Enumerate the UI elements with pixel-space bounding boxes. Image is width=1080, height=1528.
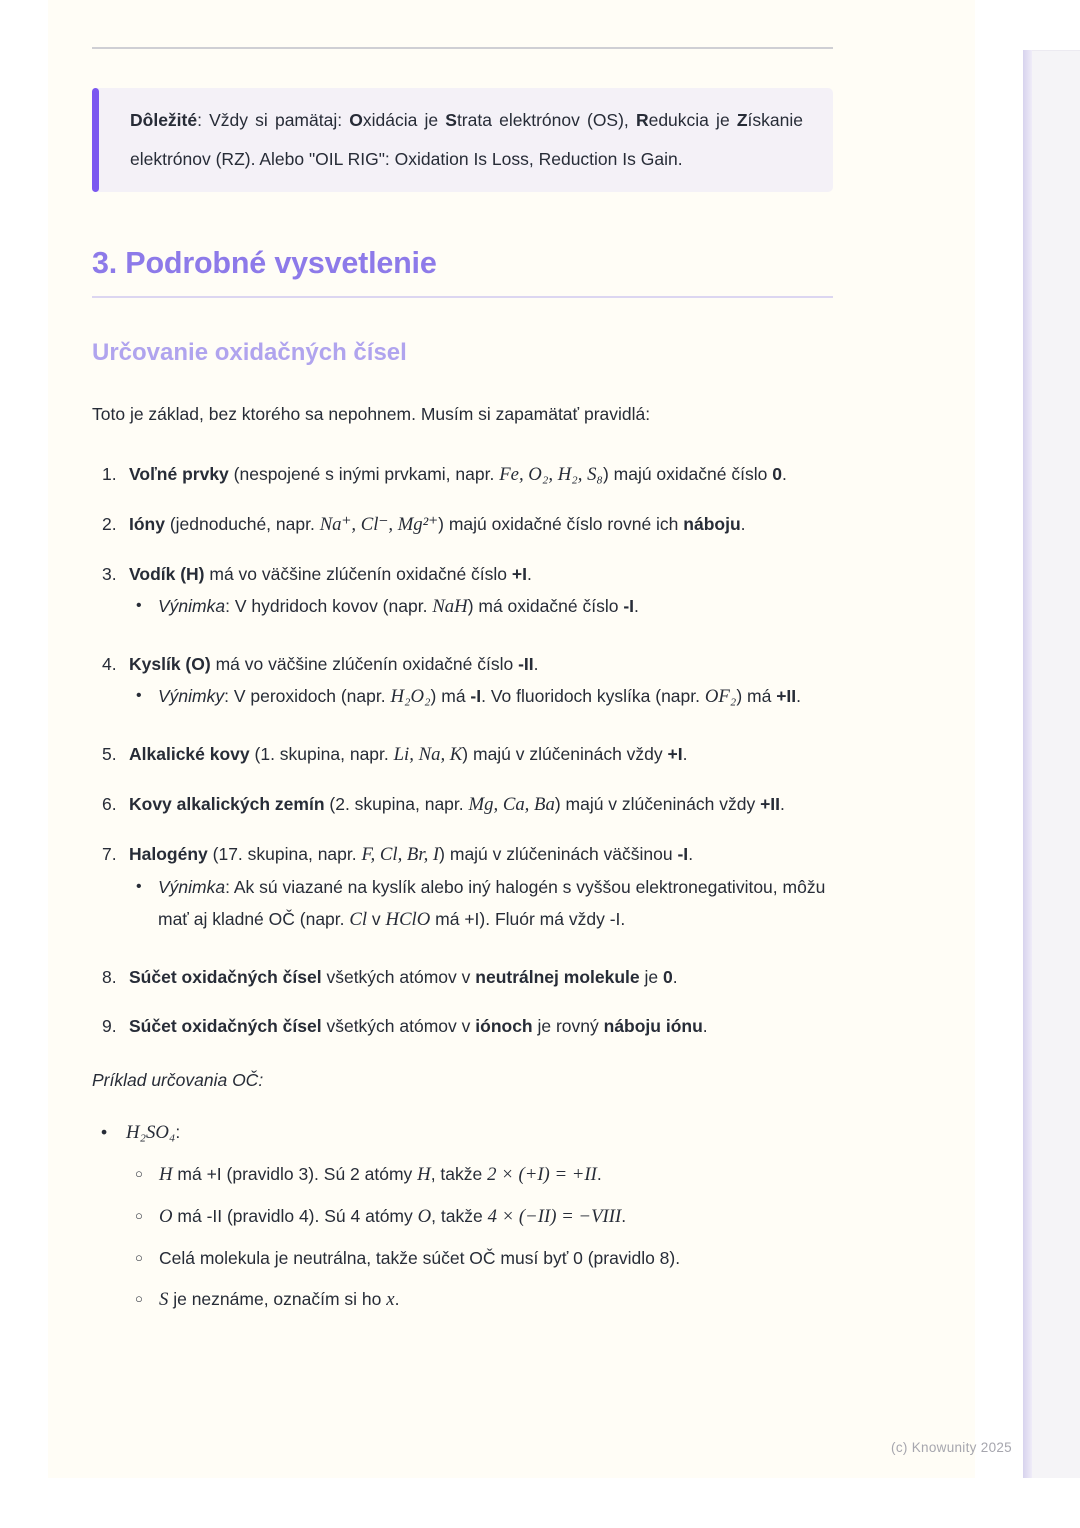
text-run: edukcia je <box>648 110 737 130</box>
callout-accent-bar <box>92 88 99 192</box>
text-run: Halogény <box>129 844 208 864</box>
next-page-edge <box>1032 50 1080 1478</box>
rule-item <box>102 838 833 944</box>
step-text <box>159 1158 833 1191</box>
rules-list <box>92 458 833 1042</box>
text-run: -I <box>623 596 635 616</box>
text-run: . <box>533 654 539 674</box>
list-number: 4. <box>102 654 117 674</box>
text-run: H₂SO₄ <box>126 1122 176 1143</box>
example-item <box>101 1116 833 1316</box>
text-run: : <box>175 1122 181 1142</box>
text-run: -I <box>677 844 689 864</box>
rule-text <box>129 738 833 771</box>
bullet-icon: • <box>101 1122 108 1142</box>
text-run: HClO <box>385 909 431 930</box>
text-run: neutrálnej molekule <box>475 967 640 987</box>
text-run: Dôležité <box>130 110 198 130</box>
text-run: OF₂ <box>704 686 737 707</box>
text-run: . <box>634 596 639 616</box>
text-run: v <box>367 909 386 929</box>
text-run: je rovný <box>532 1016 604 1036</box>
example-step <box>135 1200 833 1233</box>
text-run: . <box>672 967 678 987</box>
exception-list <box>129 680 833 713</box>
content-column <box>92 0 833 1316</box>
text-run: Fe, O₂, H₂, S₈ <box>499 464 603 485</box>
example-list <box>92 1116 833 1316</box>
rule-text <box>129 1010 833 1042</box>
bullet-icon: • <box>136 878 142 895</box>
step-text <box>159 1283 833 1316</box>
text-run: . <box>781 464 787 484</box>
bullet-icon: • <box>136 687 142 704</box>
text-run: R <box>635 110 649 130</box>
text-run: Ióny <box>129 514 165 534</box>
step-text <box>159 1200 833 1233</box>
example-step <box>135 1242 833 1274</box>
list-number: 6. <box>102 794 117 814</box>
example-label: Príklad určovania OČ: <box>92 1070 264 1090</box>
text-run: : Ak sú viazané na kyslík alebo iný halogén s vyššou elektronegativitou, môžu mať aj kladné OČ (napr. <box>158 877 826 929</box>
watermark: (c) Knowunity 2025 <box>891 1440 1012 1455</box>
text-run: xidácia je <box>362 110 446 130</box>
text-run: Z <box>736 110 748 130</box>
text-run: ) majú v zlúčeninách vždy <box>554 794 761 814</box>
text-run: x <box>386 1289 395 1310</box>
text-run: Vodík (H) <box>129 564 205 584</box>
text-run: Voľné prvky <box>129 464 229 484</box>
text-run: (nespojené s inými prvkami, napr. <box>228 464 500 484</box>
text-run: ) má oxidačné číslo <box>467 596 624 616</box>
text-run: 4 × (−II) = −VIII <box>487 1206 622 1227</box>
text-run: -I <box>470 686 482 706</box>
list-number: 8. <box>102 967 117 987</box>
exception-text <box>158 871 833 936</box>
text-run: ískanie elektrónov (RZ). Alebo "OIL RIG": Oxidation Is Loss, Reduction Is Gain. <box>130 110 803 169</box>
text-run: . <box>702 1016 708 1036</box>
text-run: , takže <box>430 1164 488 1184</box>
text-run: . <box>688 844 694 864</box>
text-run: H <box>417 1164 431 1185</box>
text-run: : V hydridoch kovov (napr. <box>225 596 433 616</box>
text-run: . <box>780 794 785 814</box>
intro-paragraph: Toto je základ, bez ktorého sa nepohnem. Musím si zapamätať pravidlá: <box>92 404 651 424</box>
text-run: , takže <box>431 1206 488 1226</box>
text-run: Výnimky <box>158 686 225 706</box>
text-run: má +I (pravidlo 3). Sú 2 atómy <box>172 1164 418 1184</box>
rule-text <box>129 558 833 631</box>
section-heading: 3. Podrobné vysvetlenie <box>92 246 437 280</box>
text-run: Súčet oxidačných čísel <box>129 1016 322 1036</box>
text-run: . <box>621 1206 627 1226</box>
text-run: Súčet oxidačných čísel <box>129 967 322 987</box>
circle-bullet-icon: ○ <box>135 1250 143 1265</box>
text-run: má vo väčšine zlúčenín oxidačné číslo <box>204 564 512 584</box>
text-run: všetkých atómov v <box>321 1016 476 1036</box>
example-steps <box>126 1158 833 1316</box>
text-run: Mg, Ca, Ba <box>468 794 555 815</box>
text-run: . <box>527 564 532 584</box>
page-edge-divider <box>1023 50 1032 1478</box>
text-run: -II <box>518 654 534 674</box>
rule-exception <box>136 590 833 623</box>
rule-text <box>129 788 833 821</box>
text-run: O <box>417 1206 432 1227</box>
text-run: (jednoduché, napr. <box>164 514 320 534</box>
rule-item <box>102 788 833 821</box>
text-run: . <box>394 1289 400 1309</box>
text-run: Na⁺, Cl⁻, Mg²⁺ <box>319 514 439 535</box>
text-run: (17. skupina, napr. <box>207 844 362 864</box>
exception-list <box>129 871 833 936</box>
text-run: O <box>349 110 363 130</box>
text-run: Alkalické kovy <box>129 744 250 764</box>
section-heading-divider <box>92 296 833 298</box>
text-run: . <box>596 1164 602 1184</box>
text-run: Výnimka <box>158 596 226 616</box>
text-run: ) má <box>736 686 777 706</box>
text-run: : Vždy si pamätaj: <box>197 110 350 130</box>
text-run: S <box>159 1289 169 1310</box>
text-run: iónoch <box>475 1016 533 1036</box>
text-run: O <box>159 1206 173 1227</box>
exception-text <box>158 680 833 713</box>
text-run: 2 × (+I) = +II <box>487 1164 597 1185</box>
text-run: má vo väčšine zlúčenín oxidačné číslo <box>210 654 519 674</box>
text-run: . Vo fluoridoch kyslíka (napr. <box>481 686 705 706</box>
text-run: všetkých atómov v <box>321 967 476 987</box>
text-run: náboju iónu <box>603 1016 703 1036</box>
rule-item <box>102 738 833 771</box>
rule-text <box>129 648 833 721</box>
text-run: (1. skupina, napr. <box>249 744 394 764</box>
text-run: má +I). Fluór má vždy -I. <box>430 909 626 929</box>
bullet-icon: • <box>136 597 142 614</box>
text-run: Kovy alkalických zemín <box>129 794 325 814</box>
rule-exception <box>136 871 833 936</box>
list-number: 3. <box>102 564 117 584</box>
text-run: ) má <box>430 686 471 706</box>
list-number: 7. <box>102 844 117 864</box>
rule-item <box>102 648 833 721</box>
text-run: S <box>445 110 457 130</box>
list-number: 1. <box>102 464 117 484</box>
text-run: (2. skupina, napr. <box>324 794 469 814</box>
example-step <box>135 1283 833 1316</box>
text-run: Výnimka <box>158 877 226 897</box>
text-run: ) majú v zlúčeninách vždy <box>462 744 668 764</box>
text-run: Kyslík (O) <box>129 654 211 674</box>
list-number: 9. <box>102 1016 117 1036</box>
rule-item <box>102 508 833 541</box>
text-run: H₂O₂ <box>390 686 431 707</box>
previous-block-divider <box>92 47 833 49</box>
rule-item <box>102 558 833 631</box>
text-run: Cl <box>349 909 368 930</box>
rule-text <box>129 961 833 993</box>
callout-important <box>92 88 833 192</box>
text-run: . <box>740 514 746 534</box>
text-run: H <box>159 1164 173 1185</box>
text-run: +I <box>667 744 683 764</box>
circle-bullet-icon: ○ <box>135 1291 143 1306</box>
rule-exception <box>136 680 833 713</box>
rule-text <box>129 508 833 541</box>
text-run: . <box>796 686 802 706</box>
text-run: trata elektrónov (OS), <box>456 110 636 130</box>
list-number: 2. <box>102 514 117 534</box>
text-run: ) majú oxidačné číslo rovné ich <box>438 514 684 534</box>
text-run: : V peroxidoch (napr. <box>224 686 391 706</box>
text-run: ) majú oxidačné číslo <box>602 464 773 484</box>
text-run: ) majú v zlúčeninách väčšinou <box>439 844 678 864</box>
document-page <box>48 0 975 1478</box>
rule-text <box>129 458 833 491</box>
rule-item <box>102 1010 833 1042</box>
callout-text <box>130 101 803 179</box>
text-run: 0 <box>662 967 673 987</box>
exception-list <box>129 590 833 623</box>
text-run: +I <box>511 564 527 584</box>
rule-item <box>102 961 833 993</box>
text-run: Celá molekula je neutrálna, takže súčet OČ musí byť 0 (pravidlo 8). <box>159 1248 681 1268</box>
text-run: NaH <box>432 596 468 617</box>
text-run: Li, Na, K <box>393 744 463 765</box>
text-run: . <box>682 744 688 764</box>
text-run: má -II (pravidlo 4). Sú 4 atómy <box>172 1206 418 1226</box>
text-run: +II <box>776 686 797 706</box>
subsection-heading: Určovanie oxidačných čísel <box>92 339 407 366</box>
text-run: náboju <box>683 514 741 534</box>
text-run: 0 <box>772 464 782 484</box>
list-number: 5. <box>102 744 117 764</box>
example-title <box>126 1116 833 1316</box>
text-run: F, Cl, Br, I <box>361 844 440 865</box>
circle-bullet-icon: ○ <box>135 1166 143 1181</box>
example-step <box>135 1158 833 1191</box>
rule-text <box>129 838 833 944</box>
exception-text <box>158 590 833 623</box>
text-run: je <box>639 967 663 987</box>
step-text <box>159 1242 833 1274</box>
text-run: +II <box>760 794 781 814</box>
circle-bullet-icon: ○ <box>135 1208 143 1223</box>
rule-item <box>102 458 833 491</box>
text-run: je neznáme, označím si ho <box>168 1289 387 1309</box>
